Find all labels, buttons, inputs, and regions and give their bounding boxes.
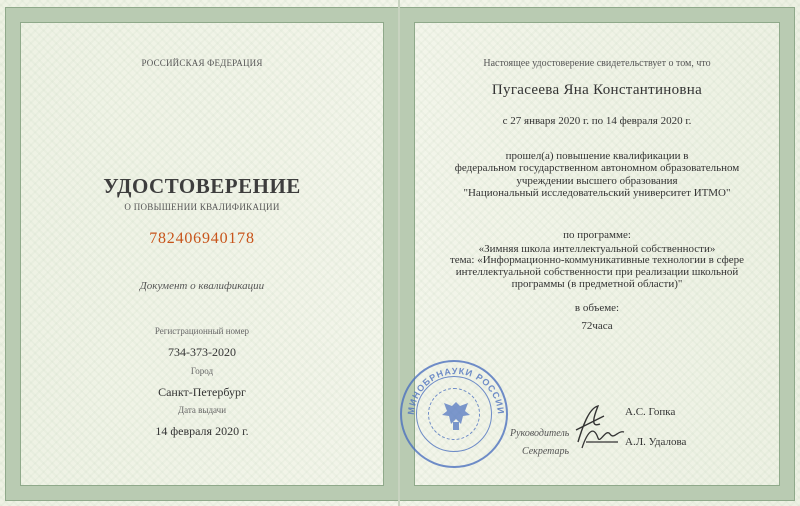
signature-role-secretary: Секретарь <box>522 446 570 457</box>
issue-date: 14 февраля 2020 г. <box>155 424 249 438</box>
registration-number: 734-373-2020 <box>168 345 236 359</box>
left-page <box>20 0 384 506</box>
organization-line: "Национальный исследовательский университет ИТМО" <box>463 187 731 199</box>
document-type: Документ о квалификации <box>139 280 265 292</box>
official-seal-icon <box>400 360 508 468</box>
seal-text: МИНОБРНАУКИ РОССИИ <box>405 365 507 416</box>
country-label: РОССИЙСКАЯ ФЕДЕРАЦИЯ <box>141 58 263 68</box>
organization-line: федеральном государственном автономном образовательном <box>454 162 740 174</box>
issue-date-label: Дата выдачи <box>177 405 227 415</box>
signature-name-secretary: А.Л. Удалова <box>625 436 687 448</box>
eagle-emblem-icon <box>442 402 470 430</box>
program-name: «Зимняя школа интеллектуальной собственности» <box>478 243 716 255</box>
program-label: по программе: <box>563 229 631 241</box>
organization-line: учреждении высшего образования <box>516 175 678 187</box>
certificate-number: 782406940178 <box>149 230 255 247</box>
passed-text: прошел(а) повышение квалификации в <box>505 150 689 162</box>
city-label: Город <box>190 366 214 376</box>
signature-icon <box>578 420 628 456</box>
intro-text: Настоящее удостоверение свидетельствует о том, что <box>483 58 711 69</box>
document-title: УДОСТОВЕРЕНИЕ <box>103 174 301 198</box>
signature-name-head: А.С. Гопка <box>625 406 676 418</box>
registration-label: Регистрационный номер <box>154 326 250 336</box>
hours-value: 72часа <box>581 320 613 332</box>
theme-line: программы (в предметной области)" <box>511 278 683 290</box>
theme-line: интеллектуальной собственности при реализации школьной <box>455 266 739 278</box>
holder-name: Пугасеева Яна Константиновна <box>491 82 703 98</box>
page-fold <box>398 0 400 506</box>
theme-line: тема: «Информационно-коммуникативные технологии в сфере <box>449 254 745 266</box>
training-period: с 27 января 2020 г. по 14 февраля 2020 г. <box>502 115 692 127</box>
city-value: Санкт-Петербург <box>158 385 246 399</box>
document-subtitle: О ПОВЫШЕНИИ КВАЛИФИКАЦИИ <box>124 202 280 212</box>
signature-role-head: Руководитель <box>510 428 570 439</box>
volume-label: в объеме: <box>574 302 620 314</box>
